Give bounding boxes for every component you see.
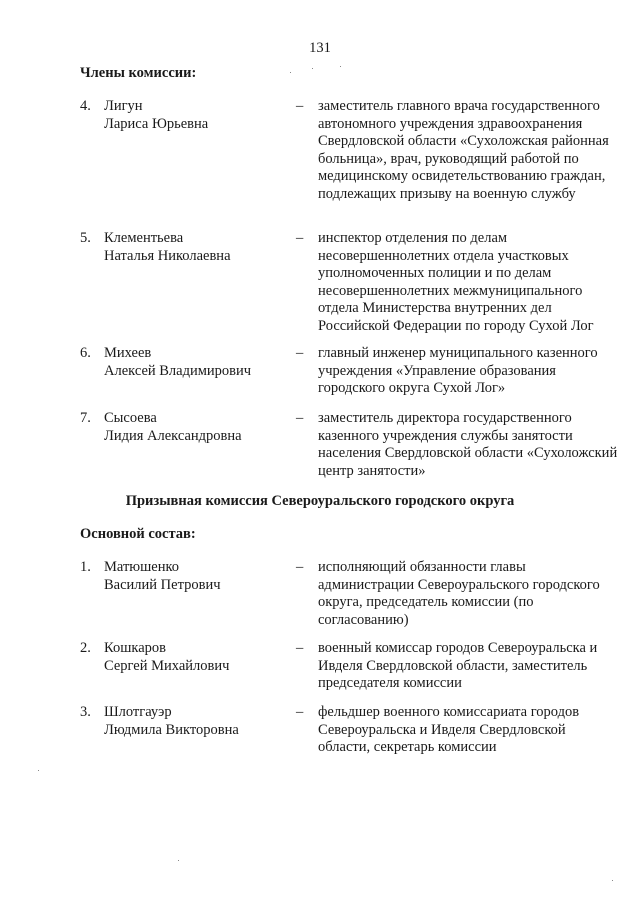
given-name: Лариса Юрьевна (104, 115, 209, 132)
scan-speck (312, 68, 313, 69)
surname: Лигун (104, 98, 143, 114)
members-heading: Члены комиссии: (80, 65, 197, 81)
given-name: Наталья Николаевна (104, 247, 231, 264)
item-number: 1. (80, 559, 91, 575)
item-number: 6. (80, 345, 91, 361)
item-number: 7. (80, 410, 91, 426)
scan-speck (340, 66, 341, 67)
page-number: 131 (309, 40, 331, 56)
given-name: Алексей Владимирович (104, 362, 252, 379)
given-name: Лидия Александровна (104, 427, 242, 444)
position-description: исполняющий обязанности главы администрации Североуральского городского округа, председатель комиссии (по согласованию) (318, 559, 600, 628)
main-composition-heading: Основной состав: (80, 526, 196, 542)
scan-speck (38, 770, 39, 771)
given-name: Людмила Викторовна (104, 721, 239, 738)
person-name (104, 410, 294, 445)
item-number: 2. (80, 640, 91, 656)
given-name: Василий Петрович (104, 576, 221, 593)
dash: – (296, 230, 304, 246)
person-name (104, 98, 294, 133)
person-name (104, 559, 294, 594)
surname: Михеев (104, 345, 152, 361)
surname: Шлотгауэр (104, 704, 172, 720)
surname: Клементьева (104, 230, 184, 246)
position-description: заместитель главного врача государственного автономного учреждения здравоохранения Свердловской области «Сухоложская районная больница», врач, руководящий работой по медицинскому освидетельствованию граждан, подлежащих призыву на военную службу (318, 98, 609, 202)
scan-speck (290, 72, 291, 73)
dash: – (296, 640, 304, 656)
surname: Сысоева (104, 410, 157, 426)
commission-title: Призывная комиссия Североуральского городского округа (125, 493, 515, 509)
item-number: 3. (80, 704, 91, 720)
surname: Кошкаров (104, 640, 166, 656)
person-name (104, 640, 294, 675)
item-number: 4. (80, 98, 91, 114)
scan-speck (178, 860, 179, 861)
position-description: фельдшер военного комиссариата городов Североуральска и Ивделя Свердловской области, секретарь комиссии (318, 704, 580, 755)
scan-speck (612, 880, 613, 881)
given-name: Сергей Михайлович (104, 657, 230, 674)
surname: Матюшенко (104, 559, 180, 575)
position-description: главный инженер муниципального казенного учреждения «Управление образования городского округа Сухой Лог» (318, 345, 598, 396)
dash: – (296, 98, 304, 114)
dash: – (296, 345, 304, 361)
position-description: заместитель директора государственного казенного учреждения службы занятости населения Свердловской области «Сухоложский центр занятости» (318, 410, 618, 479)
dash: – (296, 559, 304, 575)
item-number: 5. (80, 230, 91, 246)
dash: – (296, 410, 304, 426)
position-description: инспектор отделения по делам несовершеннолетних отдела участковых уполномоченных полиции и по делам несовершеннолетних межмуниципального отдела Министерства внутренних дел Российской Федерации по городу Сухой Лог (318, 230, 594, 334)
person-name (104, 230, 294, 265)
person-name (104, 345, 294, 380)
position-description: военный комиссар городов Североуральска и Ивделя Свердловской области, заместитель председателя комиссии (318, 640, 598, 691)
dash: – (296, 704, 304, 720)
person-name (104, 704, 294, 739)
